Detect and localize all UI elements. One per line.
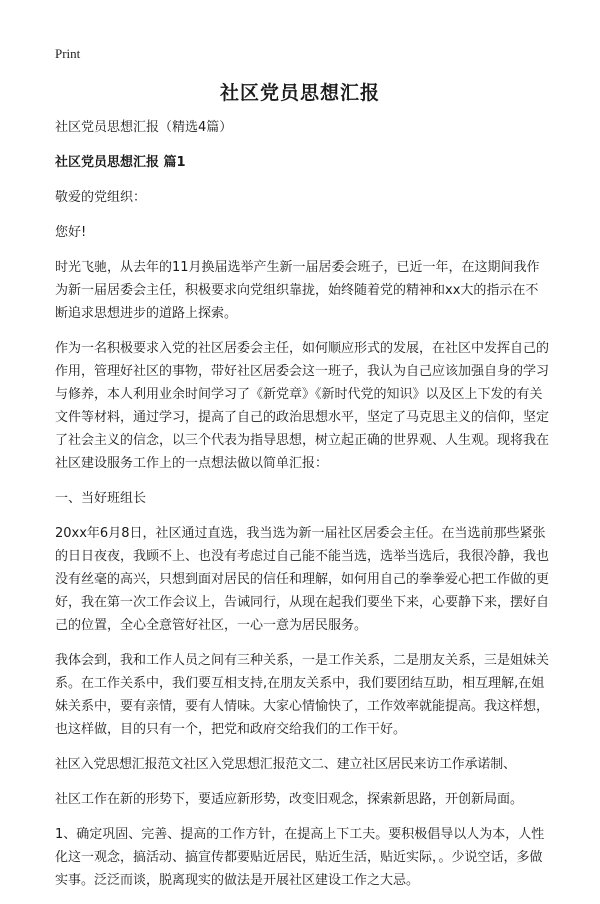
page-title: 社区党员思想汇报 (219, 82, 380, 104)
paragraph: 时光飞驰，从去年的11月换届选举产生新一届居委会班子，已近一年，在这期间我作为新一届居委会主任，积极要求向党组织靠拢，始终随着党的精神和xx大的指示在不断追求思想进步的道路上探索。 (55, 260, 540, 321)
salutation: 敬爱的党组织： (55, 190, 147, 205)
greeting: 您好! (55, 225, 87, 240)
section-heading: 一、当好班组长 (55, 491, 147, 506)
paragraph: 20xx年6月8日，社区通过直选，我当选为新一届社区居委会主任。在当选前那些紧张的日日夜夜，我顾不上、也没有考虑过自己能不能当选，选举当选后，我很冷静，我也没有丝毫的高兴，只想到面对居民的信任和理解，如何用自己的拳拳爱心把工作做的更好，我在第一次工作会议上，告诫同行，从现在起我们要坐下来，心要静下来，摆好自己的位置，全心全意管好社区，一心一意为居民服务。 (55, 526, 550, 633)
paragraph: 作为一名积极要求入党的社区居委会主任，如何顺应形式的发展，在社区中发挥自己的作用，管理好社区的事物，带好社区居委会这一班子，我认为自己应该加强自身的学习与修养，本人利用业余时间学习了《新党章》《新时代党的知识》以及区上下发的有关文件等材料，通过学习，提高了自己的政治思想水平，坚定了马克思主义的信仰，坚定了社会主义的信念，以三个代表为指导思想，树立起正确的世界观、人生观。现将我在社区建设服务工作上的一点想法做以简单汇报： (55, 341, 550, 471)
document-body (55, 116, 550, 904)
paragraph: 社区工作在新的形势下，要适应新形势，改变旧观念，探索新思路，开创新局面。 (55, 792, 524, 807)
paragraph: 1、确定巩固、完善、提高的工作方针，在提高上下工夫。要积极倡导以人为本，人性化这一观念，搞活动、搞宣传都要贴近居民，贴近生活，贴近实际，。少说空话，多做实事。泛泛而谈，脱离现实的做法是开展社区建设工作之大忌。 (55, 827, 545, 888)
intro-line: 社区党员思想汇报（精选4篇） (55, 120, 233, 135)
paragraph: 我体会到，我和工作人员之间有三种关系，一是工作关系，二是朋友关系，三是姐妹关系。在工作关系中，我们要互相支持,在朋友关系中，我们要团结互助，相互理解,在姐妹关系中，要有亲情，要有人情味。大家心情愉快了，工作效率就能提高。我这样想，也这样做，目的只有一个，把党和政府交给我们的工作干好。 (55, 653, 550, 737)
print-label[interactable]: Print (55, 46, 81, 61)
article-heading: 社区党员思想汇报 篇1 (55, 155, 186, 170)
paragraph: 社区入党思想汇报范文社区入党思想汇报范文二、建立社区居民来访工作承诺制、 (55, 757, 516, 772)
